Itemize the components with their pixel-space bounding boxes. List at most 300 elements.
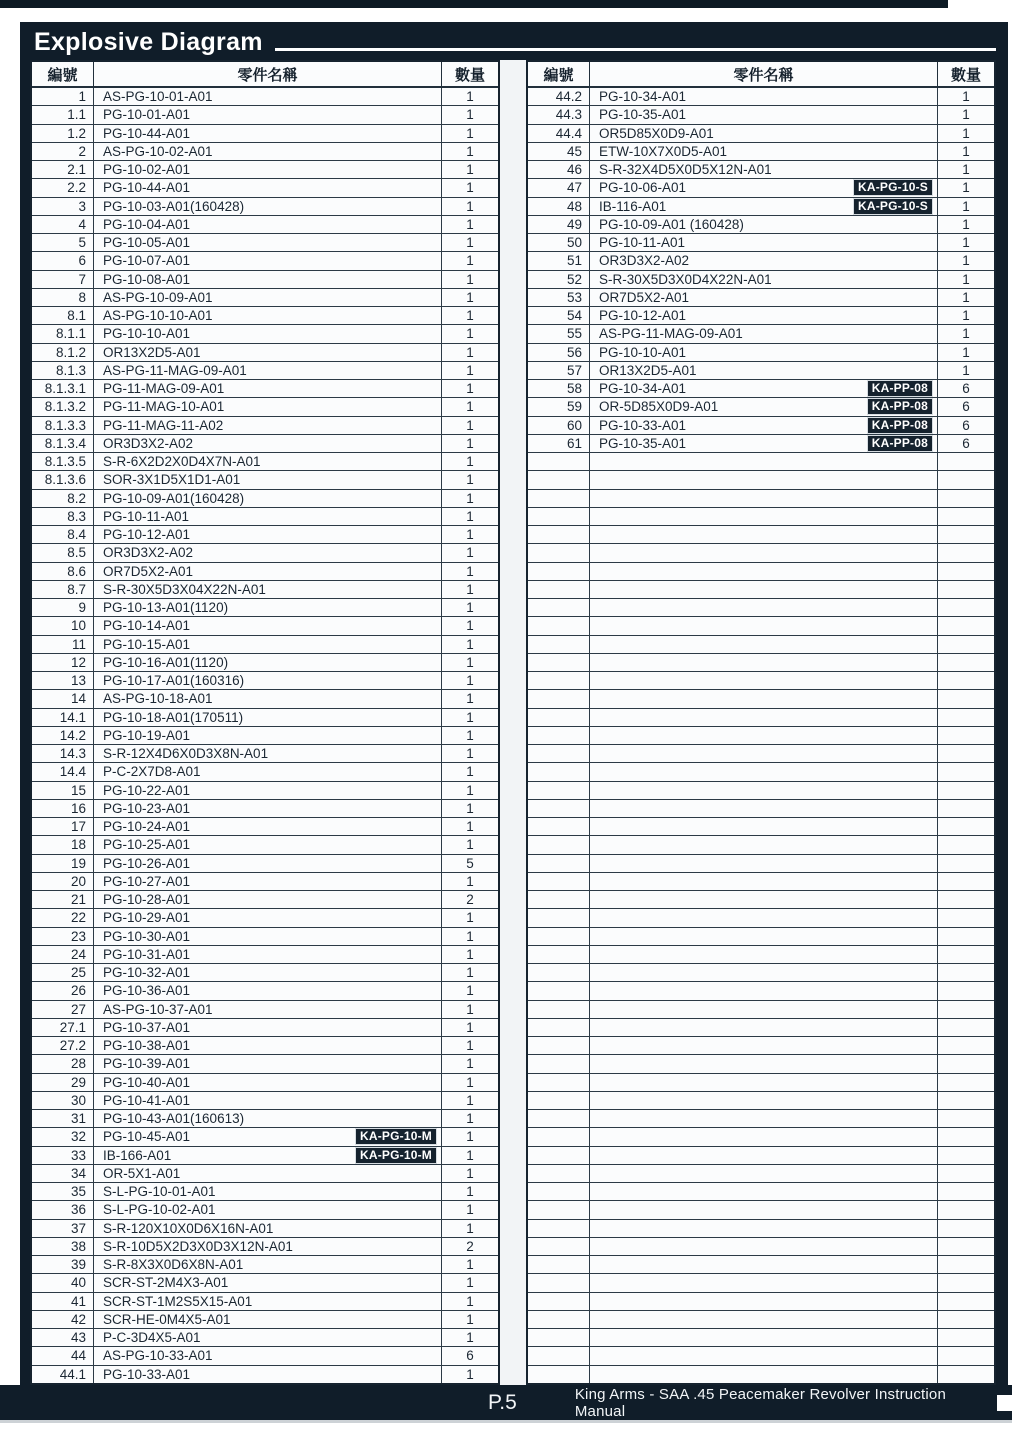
table-row: [32, 835, 498, 853]
part-name-cell: [590, 88, 938, 105]
part-qty-cell: [938, 745, 994, 762]
part-id-cell: 46: [528, 161, 590, 178]
part-id-cell: 31: [32, 1110, 94, 1127]
part-name-label: PG-10-38-A01: [103, 1038, 191, 1054]
part-qty-cell: [938, 672, 994, 689]
table-row: [32, 88, 498, 105]
table-row: [32, 708, 498, 726]
table-row: [32, 762, 498, 780]
part-id-cell: [528, 836, 590, 853]
table-row: [32, 489, 498, 507]
part-name-label: PG-10-35-A01: [599, 107, 687, 123]
part-id-cell: 56: [528, 344, 590, 361]
part-name-cell: [590, 234, 938, 251]
part-name-label: PG-10-11-A01: [599, 235, 686, 251]
part-id-cell: 39: [32, 1256, 94, 1273]
part-qty-cell: 1: [962, 308, 970, 324]
part-name-cell: [94, 1311, 442, 1328]
part-qty-cell: 1: [962, 107, 970, 123]
part-qty-cell: [938, 873, 994, 890]
part-name-label: SCR-ST-2M4X3-A01: [103, 1275, 229, 1291]
part-name-label: AS-PG-10-09-A01: [103, 289, 213, 305]
part-name-label: OR-5X1-A01: [103, 1165, 181, 1181]
part-id-cell: 8.1.3: [32, 362, 94, 379]
table-row: [32, 361, 498, 379]
part-name-cell: [590, 252, 938, 269]
part-name-cell: [94, 818, 442, 835]
part-name-label: S-R-120X10X0D6X16N-A01: [103, 1220, 274, 1236]
part-id-cell: [528, 1201, 590, 1218]
part-qty-cell: 1: [466, 1257, 474, 1273]
table-row: [528, 251, 994, 269]
part-name-label: S-R-6X2D2X0D4X7N-A01: [103, 454, 261, 470]
part-id-cell: 44.3: [528, 106, 590, 123]
part-id-cell: 2: [32, 143, 94, 160]
table-row: [32, 288, 498, 306]
part-name-cell: [590, 1165, 938, 1182]
part-qty-cell: 1: [466, 563, 474, 579]
part-id-cell: [528, 526, 590, 543]
part-name-cell: [590, 599, 938, 616]
part-qty-cell: [938, 490, 994, 507]
part-name-label: PG-10-18-A01(170511): [103, 709, 244, 725]
part-id-cell: [528, 599, 590, 616]
part-qty-cell: [938, 544, 994, 561]
table-row: [32, 142, 498, 160]
part-qty-cell: 1: [466, 910, 474, 926]
table-row: [32, 635, 498, 653]
part-name-cell: [590, 307, 938, 324]
tables-gap: [500, 60, 526, 1385]
part-id-cell: 23: [32, 928, 94, 945]
table-row-empty: [528, 762, 994, 780]
part-id-cell: 14.4: [32, 763, 94, 780]
table-row-empty: [528, 452, 994, 470]
part-qty-cell: [938, 654, 994, 671]
part-qty-cell: 1: [466, 180, 474, 196]
part-id-cell: [528, 928, 590, 945]
part-id-cell: [528, 1366, 590, 1383]
part-name-label: PG-10-43-A01(160613): [103, 1111, 245, 1127]
part-name-label: PG-10-12-A01: [103, 527, 191, 543]
part-id-cell: [528, 800, 590, 817]
part-qty-cell: [938, 1055, 994, 1072]
part-name-cell: [94, 453, 442, 470]
table-row: [32, 1365, 498, 1383]
part-qty-cell: [938, 782, 994, 799]
part-id-cell: 27.1: [32, 1019, 94, 1036]
part-name-cell: [590, 654, 938, 671]
part-name-cell: [94, 1329, 442, 1346]
part-name-cell: [94, 106, 442, 123]
part-name-label: PG-10-13-A01(1120): [103, 600, 229, 616]
table-row: [528, 88, 994, 105]
table-row: [32, 1292, 498, 1310]
parts-table-right: [526, 60, 996, 1385]
part-name-cell: [94, 1366, 442, 1383]
part-name-cell: [590, 1019, 938, 1036]
part-id-cell: 49: [528, 216, 590, 233]
part-name-cell: [94, 982, 442, 999]
part-name-label: PG-10-03-A01(160428): [103, 198, 245, 214]
part-name-cell: [590, 143, 938, 160]
part-id-cell: 38: [32, 1238, 94, 1255]
part-name-cell: [590, 1311, 938, 1328]
part-qty-cell: [938, 1220, 994, 1237]
part-name-cell: [94, 617, 442, 634]
part-qty-cell: 1: [466, 125, 474, 141]
table-row: [32, 178, 498, 196]
part-qty-cell: 6: [962, 417, 970, 433]
part-id-cell: [528, 1347, 590, 1364]
part-name-label: PG-11-MAG-11-A02: [103, 417, 224, 433]
part-name-label: PG-10-09-A01 (160428): [599, 216, 744, 232]
table-row-empty: [528, 671, 994, 689]
table-row: [32, 1073, 498, 1091]
part-name-label: PG-10-28-A01: [103, 892, 191, 908]
page-title: Explosive Diagram: [34, 27, 263, 56]
table-row-empty: [528, 1255, 994, 1273]
part-name-label: AS-PG-10-02-A01: [103, 143, 213, 159]
part-id-cell: [528, 763, 590, 780]
part-name-cell: [590, 836, 938, 853]
part-name-label: PG-10-01-A01: [103, 107, 191, 123]
table-row: [32, 197, 498, 215]
part-qty-cell: [938, 855, 994, 872]
table-row-empty: [528, 1219, 994, 1237]
part-qty-cell: 1: [466, 691, 474, 707]
part-name-cell: [94, 1201, 442, 1218]
part-name-cell: [94, 1092, 442, 1109]
table-row: [32, 397, 498, 415]
part-name-cell: [94, 909, 442, 926]
table-row: [32, 1219, 498, 1237]
part-name-label: PG-10-29-A01: [103, 910, 191, 926]
part-id-cell: 18: [32, 836, 94, 853]
table-row-empty: [528, 963, 994, 981]
part-qty-cell: 1: [962, 143, 970, 159]
part-id-cell: 1.2: [32, 125, 94, 142]
part-qty-cell: 1: [466, 837, 474, 853]
table-row-empty: [528, 562, 994, 580]
part-qty-cell: [938, 946, 994, 963]
table-row: [528, 416, 994, 434]
part-qty-cell: [938, 1092, 994, 1109]
part-name-label: S-L-PG-10-01-A01: [103, 1184, 216, 1200]
part-name-cell: [94, 1037, 442, 1054]
part-qty-cell: [938, 526, 994, 543]
part-id-cell: 47: [528, 179, 590, 196]
part-name-label: PG-10-04-A01: [103, 216, 191, 232]
table-row-empty: [528, 1073, 994, 1091]
table-row: [32, 653, 498, 671]
table-row: [32, 1091, 498, 1109]
diagram-panel: [20, 22, 1008, 1385]
part-name-cell: [94, 873, 442, 890]
table-row-empty: [528, 1000, 994, 1018]
part-name-label: PG-10-30-A01: [103, 928, 191, 944]
part-name-label: S-R-30X5D3X04X22N-A01: [103, 581, 266, 597]
table-row: [32, 927, 498, 945]
table-row-empty: [528, 981, 994, 999]
table-row-empty: [528, 543, 994, 561]
table-row: [528, 197, 994, 215]
part-qty-cell: 1: [466, 618, 474, 634]
table-body: [528, 88, 994, 1383]
table-row-empty: [528, 1365, 994, 1383]
part-id-cell: 34: [32, 1165, 94, 1182]
part-id-cell: [528, 891, 590, 908]
part-qty-cell: 1: [466, 636, 474, 652]
part-qty-cell: 1: [962, 125, 970, 141]
part-qty-cell: 1: [466, 1019, 474, 1035]
part-id-cell: 10: [32, 617, 94, 634]
part-name-cell: [590, 435, 938, 452]
part-name-label: PG-10-36-A01: [103, 983, 191, 999]
table-row: [32, 854, 498, 872]
part-name-cell: [94, 307, 442, 324]
part-name-cell: [94, 417, 442, 434]
part-name-cell: [590, 508, 938, 525]
part-qty-cell: 6: [962, 435, 970, 451]
part-qty-cell: 1: [466, 472, 474, 488]
part-id-cell: 8.1.3.5: [32, 453, 94, 470]
part-id-cell: [528, 818, 590, 835]
table-row-empty: [528, 1346, 994, 1364]
part-name-cell: [590, 344, 938, 361]
part-name-cell: [590, 325, 938, 342]
part-kit-badge: KA-PP-08: [867, 435, 933, 452]
part-id-cell: [528, 1274, 590, 1291]
part-name-cell: [590, 1110, 938, 1127]
part-name-cell: [590, 581, 938, 598]
part-qty-cell: [938, 800, 994, 817]
table-row: [32, 963, 498, 981]
part-name-label: PG-10-31-A01: [103, 946, 191, 962]
table-row-empty: [528, 489, 994, 507]
part-id-cell: 51: [528, 252, 590, 269]
part-qty-cell: 1: [466, 271, 474, 287]
table-row-empty: [528, 507, 994, 525]
part-name-cell: [590, 818, 938, 835]
part-id-cell: [528, 964, 590, 981]
part-qty-cell: 1: [466, 983, 474, 999]
part-id-cell: 3: [32, 198, 94, 215]
part-kit-badge: KA-PG-10-M: [355, 1128, 437, 1145]
part-name-cell: [94, 581, 442, 598]
part-qty-cell: 1: [466, 965, 474, 981]
table-row: [32, 452, 498, 470]
part-qty-cell: 1: [466, 600, 474, 616]
table-body: [32, 88, 498, 1383]
part-name-cell: [94, 1293, 442, 1310]
part-id-cell: 8: [32, 289, 94, 306]
part-name-cell: [590, 471, 938, 488]
part-name-cell: [94, 271, 442, 288]
table-row-empty: [528, 1292, 994, 1310]
manual-title: King Arms - SAA .45 Peacemaker Revolver Instruction Manual: [574, 1385, 947, 1420]
part-qty-cell: 1: [466, 819, 474, 835]
table-row: [32, 1200, 498, 1218]
part-name-cell: [590, 1128, 938, 1145]
part-id-cell: 53: [528, 289, 590, 306]
part-id-cell: 9: [32, 599, 94, 616]
part-name-label: OR3D3X2-A02: [599, 253, 690, 269]
table-row: [32, 270, 498, 288]
part-id-cell: [528, 1128, 590, 1145]
part-name-label: PG-10-07-A01: [103, 253, 191, 269]
part-name-label: PG-10-10-A01: [599, 344, 687, 360]
table-row: [528, 233, 994, 251]
part-id-cell: [528, 563, 590, 580]
part-qty-cell: 1: [466, 1275, 474, 1291]
part-name-label: OR7D5X2-A01: [103, 563, 194, 579]
part-qty-cell: 1: [466, 1129, 474, 1145]
table-row: [528, 160, 994, 178]
part-name-cell: [590, 526, 938, 543]
part-id-cell: [528, 1019, 590, 1036]
part-name-label: IB-166-A01: [103, 1147, 172, 1163]
part-name-cell: [590, 289, 938, 306]
part-name-label: PG-10-33-A01: [599, 417, 687, 433]
table-row-empty: [528, 1054, 994, 1072]
table-row: [32, 689, 498, 707]
part-name-cell: [94, 1347, 442, 1364]
part-id-cell: [528, 855, 590, 872]
part-qty-cell: [938, 1110, 994, 1127]
part-qty-cell: 1: [962, 89, 970, 105]
part-name-label: S-R-32X4D5X0D5X12N-A01: [599, 162, 772, 178]
part-qty-cell: 1: [466, 216, 474, 232]
part-id-cell: [528, 544, 590, 561]
table-row: [528, 105, 994, 123]
table-row: [32, 1000, 498, 1018]
part-id-cell: [528, 654, 590, 671]
part-name-cell: [94, 672, 442, 689]
table-row: [32, 105, 498, 123]
part-name-cell: [94, 1147, 442, 1164]
table-row: [32, 817, 498, 835]
part-qty-cell: [938, 1311, 994, 1328]
part-qty-cell: 1: [466, 654, 474, 670]
part-id-cell: [528, 1183, 590, 1200]
table-row-empty: [528, 525, 994, 543]
part-qty-cell: 1: [466, 928, 474, 944]
part-name-label: PG-10-44-A01: [103, 180, 191, 196]
part-qty-cell: [938, 508, 994, 525]
header-id: 編號: [32, 62, 94, 86]
part-id-cell: [528, 490, 590, 507]
part-id-cell: [528, 1074, 590, 1091]
part-id-cell: [528, 873, 590, 890]
part-id-cell: 52: [528, 271, 590, 288]
part-id-cell: 33: [32, 1147, 94, 1164]
table-row-empty: [528, 1328, 994, 1346]
part-id-cell: [528, 453, 590, 470]
part-id-cell: 35: [32, 1183, 94, 1200]
part-qty-cell: [938, 1293, 994, 1310]
part-qty-cell: 1: [466, 1001, 474, 1017]
part-name-cell: [94, 362, 442, 379]
part-id-cell: 8.4: [32, 526, 94, 543]
part-qty-cell: [938, 1366, 994, 1383]
part-name-cell: [590, 964, 938, 981]
part-name-cell: [590, 179, 938, 196]
part-id-cell: [528, 581, 590, 598]
table-row: [32, 781, 498, 799]
part-name-cell: [94, 508, 442, 525]
table-row: [32, 671, 498, 689]
part-qty-cell: 1: [962, 326, 970, 342]
table-row-empty: [528, 1018, 994, 1036]
part-name-cell: [590, 891, 938, 908]
part-id-cell: 8.6: [32, 563, 94, 580]
table-row: [32, 1328, 498, 1346]
part-name-label: PG-10-35-A01: [599, 435, 687, 451]
part-name-label: PG-10-24-A01: [103, 819, 191, 835]
part-id-cell: 20: [32, 873, 94, 890]
part-name-cell: [590, 909, 938, 926]
part-qty-cell: 1: [466, 362, 474, 378]
part-name-label: PG-10-10-A01: [103, 326, 191, 342]
part-qty-cell: [938, 1347, 994, 1364]
part-id-cell: 8.1.3.6: [32, 471, 94, 488]
table-row: [32, 215, 498, 233]
table-row: [32, 1255, 498, 1273]
part-name-cell: [590, 982, 938, 999]
part-qty-cell: 1: [466, 1111, 474, 1127]
part-qty-cell: [938, 928, 994, 945]
part-id-cell: [528, 1147, 590, 1164]
part-id-cell: 43: [32, 1329, 94, 1346]
table-header: [32, 62, 498, 88]
table-row: [32, 562, 498, 580]
part-id-cell: 58: [528, 380, 590, 397]
part-name-cell: [94, 252, 442, 269]
part-id-cell: 6: [32, 252, 94, 269]
part-name-cell: [94, 125, 442, 142]
scan-top-edge: [0, 0, 948, 8]
table-row: [32, 1237, 498, 1255]
part-name-label: PG-10-26-A01: [103, 855, 191, 871]
part-name-cell: [94, 1001, 442, 1018]
part-qty-cell: 1: [466, 1330, 474, 1346]
part-id-cell: [528, 1329, 590, 1346]
part-qty-cell: [938, 453, 994, 470]
part-id-cell: [528, 636, 590, 653]
part-name-cell: [590, 1183, 938, 1200]
part-name-label: PG-10-11-A01: [103, 508, 190, 524]
part-name-cell: [94, 800, 442, 817]
part-name-label: P-C-3D4X5-A01: [103, 1330, 201, 1346]
part-name-cell: [590, 490, 938, 507]
table-row-empty: [528, 781, 994, 799]
part-id-cell: [528, 690, 590, 707]
table-row-empty: [528, 835, 994, 853]
footer-square-marker: [997, 1395, 1012, 1411]
table-row: [32, 1273, 498, 1291]
table-row: [32, 1164, 498, 1182]
table-row: [32, 981, 498, 999]
table-row: [32, 1182, 498, 1200]
table-row: [528, 178, 994, 196]
table-row: [32, 1127, 498, 1145]
part-name-cell: [590, 745, 938, 762]
part-name-cell: [94, 836, 442, 853]
part-name-cell: [590, 617, 938, 634]
part-qty-cell: 1: [466, 782, 474, 798]
part-id-cell: [528, 617, 590, 634]
